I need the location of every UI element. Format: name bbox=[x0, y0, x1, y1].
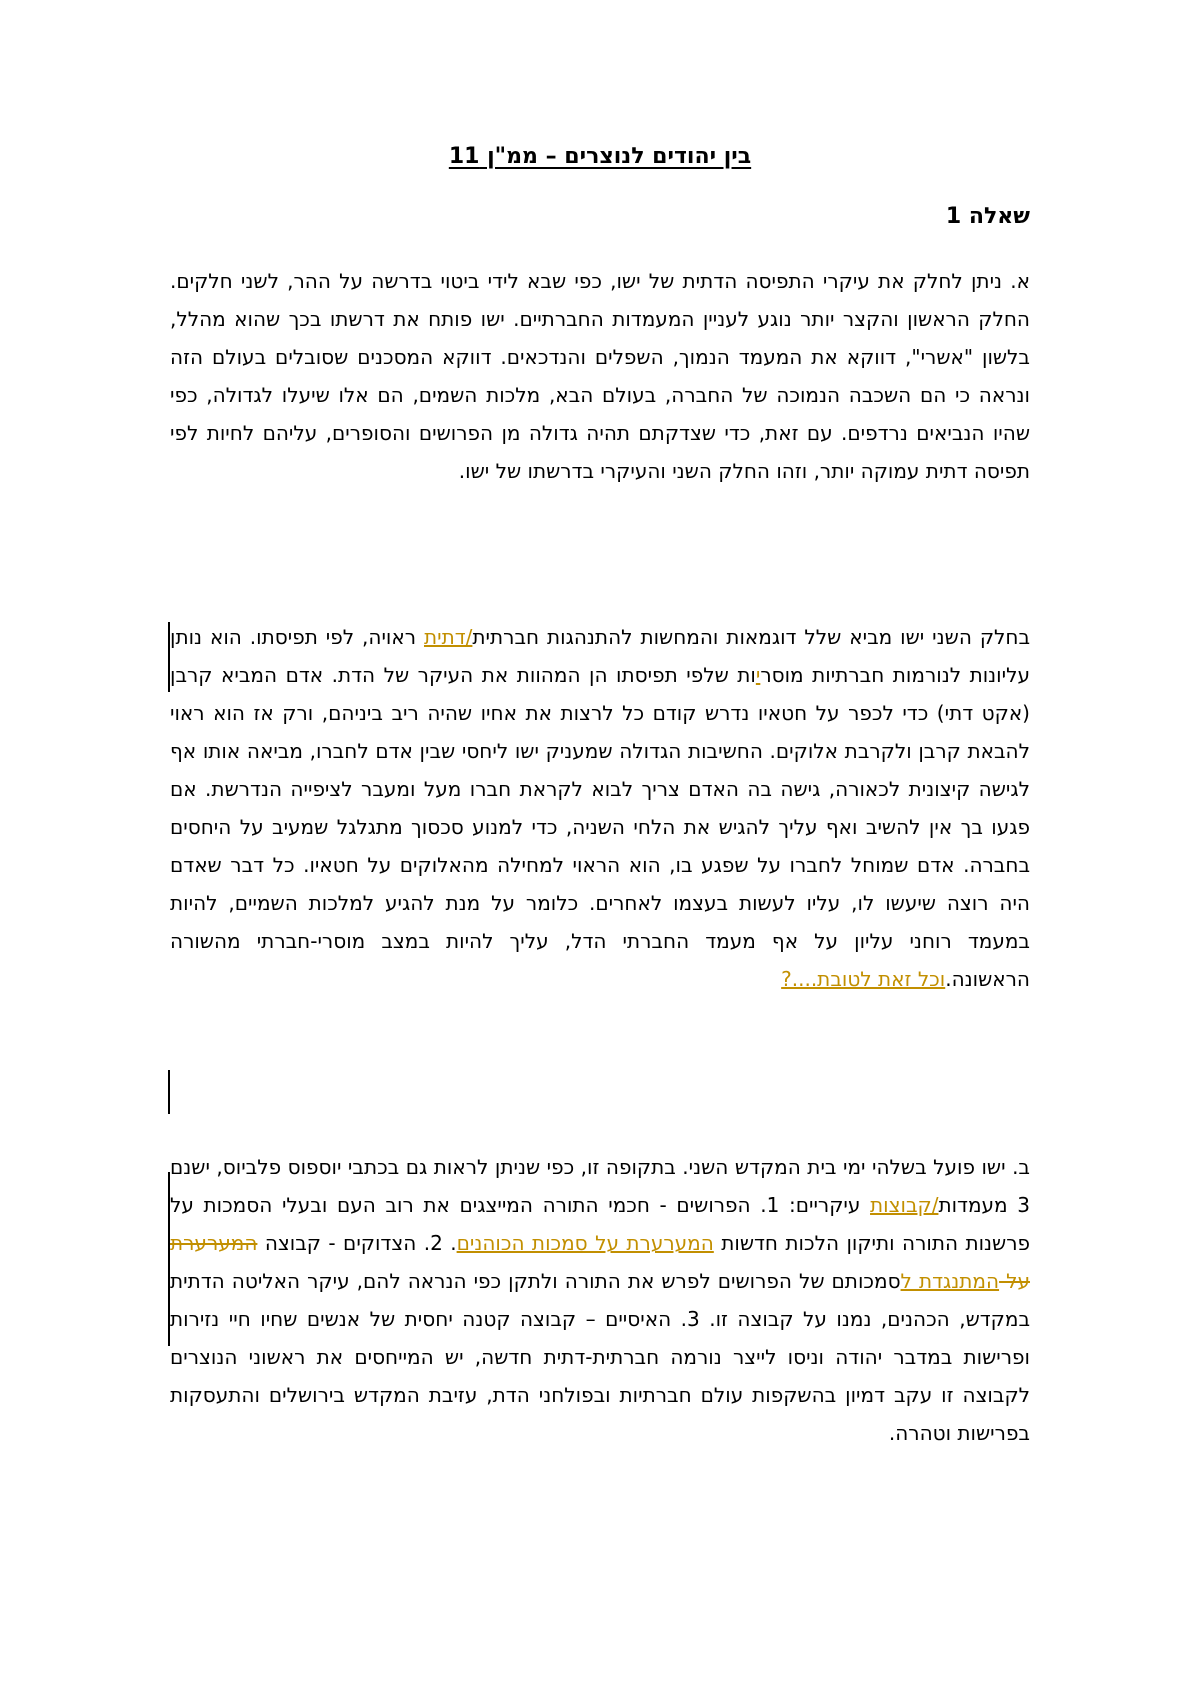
change-bar bbox=[168, 1070, 170, 1114]
text-run: . 2. הצדוקים - קבוצה bbox=[257, 1231, 457, 1255]
text-run: ב. ישו פועל בשלהי ימי בית המקדש השני. בתקופה זו, כפי שניתן לראות גם בכתבי יוספוס פלביוס, ישנם 3 מעמדות bbox=[170, 1155, 1031, 1217]
change-bar bbox=[168, 1172, 170, 1346]
change-bar bbox=[168, 622, 170, 692]
text-run: עיקריים: 1. הפרושים - חכמי התורה המייצגים את רוב העם ובעלי הסמכות על פרשנות התורה ותיקון הלכות חדשות bbox=[170, 1193, 1031, 1255]
tracked-deletion[interactable]: המערערת על bbox=[170, 1231, 1030, 1293]
text-run: ראויה, לפי תפיסתו. הוא נותן עליונות לנורמות חברתיות מוסר bbox=[170, 625, 1030, 687]
tracked-insertion[interactable]: המערערת על סמכות הכוהנים bbox=[456, 1231, 714, 1255]
tracked-insertion[interactable]: י bbox=[755, 663, 761, 687]
tracked-insertion[interactable]: /קבוצות bbox=[870, 1193, 939, 1217]
paragraph-b1 bbox=[170, 618, 1030, 998]
text-run: בחלק השני ישו מביא שלל דוגמאות והמחשות להתנהגות חברתית bbox=[472, 625, 1031, 649]
paragraph-b2 bbox=[170, 1148, 1030, 1452]
document-title: בין יהודים לנוצרים – ממ"ן 11 bbox=[448, 144, 752, 169]
text-run: ות שלפי תפיסתו הן המהוות את העיקר של הדת. אדם המביא קרבן (אקט דתי) כדי לכפר על חטאיו נדרש קודם כל לרצות את אחיו שהיה ריב ביניהם, ורק אז הוא ראוי להבאת קרבן ולקרבת אלוקים. החשיבות הגדולה שמעניק ישו ליחסי שבין אדם לחברו, מביאה אותו אף לגישה קיצונית לכאורה, גישה בה האדם צריך לבוא לקראת חברו מעל ומעבר לציפייה הנדרשת. אם פגעו בך אין להשיב ואף עליך להגיש את הלחי השניה, כדי למנוע סכסוך מתגלגל שמעיב על היחסים בחברה. אדם שמוחל לחברו על שפגע בו, הוא הראוי למחילה מהאלוקים על חטאיו. כל דבר שאדם היה רוצה שיעשו לו, עליו לעשות בעצמו לאחרים. כלומר על מנת להגיע למלכות השמיים, להיות במעמד רוחני עליון על אף מעמד החברתי הדל, עליך להיות במצב מוסרי-חברתי מהשורה הראשונה. bbox=[170, 663, 1030, 991]
tracked-insertion[interactable]: וכל זאת לטובת....? bbox=[781, 967, 946, 991]
question-heading: שאלה 1 bbox=[945, 204, 1030, 229]
text-run: סמכותם של הפרושים לפרש את התורה ולתקן כפי הנראה להם, עיקר האליטה הדתית במקדש, הכהנים, נמנו על קבוצה זו. 3. האיסיים – קבוצה קטנה יחסית של אנשים שחיו חיי נזירות ופרישות במדבר יהודה וניסו לייצר נורמה חברתית-דתית חדשה, יש המייחסים את ראשוני הנוצרים לקבוצה זו עקב דמיון בהשקפות עולם חברתיות ובפולחני הדת, עזיבת המקדש בירושלים והתעסקות בפרישות וטהרה. bbox=[170, 1269, 1031, 1445]
tracked-insertion[interactable]: המתנגדת ל bbox=[900, 1269, 1000, 1293]
paragraph-a: א. ניתן לחלק את עיקרי התפיסה הדתית של ישו, כפי שבא לידי ביטוי בדרשה על ההר, לשני חלקים. החלק הראשון והקצר יותר נוגע לעניין המעמדות החברתיים. ישו פותח את דרשתו בכך שהוא מהלל, בלשון "אשרי", דווקא את המעמד הנמוך, השפלים והנדכאים. דווקא המסכנים שסובלים בעולם הזה ונראה כי הם השכבה הנמוכה של החברה, בעולם הבא, מלכות השמים, הם אלו שיעלו לגדולה, כפי שהיו הנביאים נרדפים. עם זאת, כדי שצדקתם תהיה גדולה מן הפרושים והסופרים, עליהם לחיות לפי תפיסה דתית עמוקה יותר, וזהו החלק השני והעיקרי בדרשתו של ישו. bbox=[170, 269, 1030, 483]
tracked-insertion[interactable]: /דתית bbox=[423, 625, 473, 649]
